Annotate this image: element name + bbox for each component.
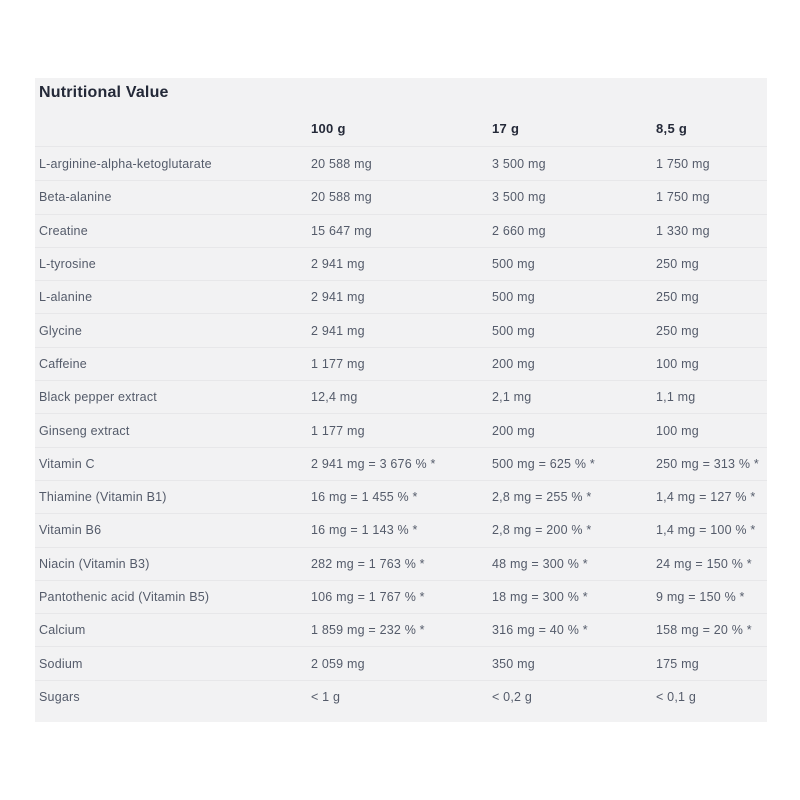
- value-17g: 500 mg: [492, 290, 535, 305]
- table-row: [35, 480, 767, 513]
- value-8-5g: 1,4 mg = 127 % *: [656, 490, 756, 505]
- value-8-5g: 1 330 mg: [656, 223, 710, 238]
- table-row: [35, 413, 767, 446]
- value-8-5g: 1 750 mg: [656, 156, 710, 171]
- table-row: [35, 580, 767, 613]
- nutrient-name: Sugars: [39, 689, 80, 704]
- value-8-5g: 24 mg = 150 % *: [656, 556, 752, 571]
- value-100g: 2 941 mg: [311, 257, 365, 272]
- value-17g: 350 mg: [492, 656, 535, 671]
- value-17g: < 0,2 g: [492, 689, 532, 704]
- column-header-8-5g: 8,5 g: [656, 120, 688, 136]
- value-8-5g: 100 mg: [656, 423, 699, 438]
- value-100g: < 1 g: [311, 689, 341, 704]
- value-8-5g: 9 mg = 150 % *: [656, 590, 745, 604]
- table-title: Nutritional Value: [39, 84, 169, 101]
- table-row: [35, 613, 767, 646]
- column-header-100g: 100 g: [311, 120, 346, 136]
- nutrient-name: Ginseng extract: [39, 423, 130, 438]
- nutrient-name: Thiamine (Vitamin B1): [39, 490, 167, 505]
- value-17g: 3 500 mg: [492, 190, 546, 205]
- nutrient-name: Calcium: [39, 623, 86, 638]
- nutrient-name: Creatine: [39, 223, 88, 238]
- nutrient-name: Black pepper extract: [39, 390, 157, 405]
- value-8-5g: 250 mg = 313 % *: [656, 456, 759, 471]
- value-17g: 500 mg: [492, 323, 535, 338]
- table-row: [35, 280, 767, 313]
- value-17g: 2 660 mg: [492, 223, 546, 238]
- value-17g: 2,8 mg = 255 % *: [492, 490, 592, 505]
- value-17g: 2,1 mg: [492, 390, 532, 405]
- nutrient-name: Niacin (Vitamin B3): [39, 556, 150, 571]
- value-100g: 15 647 mg: [311, 223, 372, 238]
- value-8-5g: 250 mg: [656, 290, 699, 305]
- value-8-5g: 1,4 mg = 100 % *: [656, 523, 756, 538]
- table-row: [35, 646, 767, 679]
- nutrition-table-card: [35, 78, 767, 722]
- table-row: [35, 347, 767, 380]
- value-17g: 200 mg: [492, 423, 535, 438]
- value-100g: 12,4 mg: [311, 390, 358, 405]
- value-17g: 18 mg = 300 % *: [492, 590, 588, 604]
- value-100g: 282 mg = 1 763 % *: [311, 556, 425, 571]
- table-row: [35, 180, 767, 213]
- column-header-17g: 17 g: [492, 120, 520, 136]
- table-row: [35, 380, 767, 413]
- nutrient-name: Glycine: [39, 323, 83, 338]
- value-8-5g: 1 750 mg: [656, 190, 710, 205]
- value-17g: 200 mg: [492, 356, 535, 371]
- nutrient-name: Pantothenic acid (Vitamin B5): [39, 590, 210, 604]
- value-8-5g: 175 mg: [656, 656, 699, 671]
- value-100g: 106 mg = 1 767 % *: [311, 590, 425, 604]
- table-row: [35, 547, 767, 580]
- value-100g: 2 059 mg: [311, 656, 365, 671]
- table-row: [35, 147, 767, 180]
- value-100g: 16 mg = 1 143 % *: [311, 523, 418, 538]
- value-100g: 16 mg = 1 455 % *: [311, 490, 418, 505]
- value-100g: 1 177 mg: [311, 423, 365, 438]
- table-row: [35, 214, 767, 247]
- value-17g: 2,8 mg = 200 % *: [492, 523, 592, 538]
- value-100g: 20 588 mg: [311, 156, 372, 171]
- table-header-row: [35, 102, 767, 147]
- value-17g: 500 mg = 625 % *: [492, 456, 595, 471]
- nutrient-name: Sodium: [39, 656, 83, 671]
- value-8-5g: 100 mg: [656, 356, 699, 371]
- nutrient-name: Vitamin B6: [39, 523, 102, 538]
- value-17g: 500 mg: [492, 257, 535, 272]
- nutrient-name: Beta-alanine: [39, 190, 112, 205]
- value-100g: 2 941 mg = 3 676 % *: [311, 456, 436, 471]
- value-8-5g: < 0,1 g: [656, 689, 696, 704]
- nutrient-name: L-alanine: [39, 290, 93, 305]
- nutrient-name: L-arginine-alpha-ketoglutarate: [39, 156, 212, 171]
- value-8-5g: 158 mg = 20 % *: [656, 623, 752, 638]
- table-row: [35, 513, 767, 546]
- value-100g: 20 588 mg: [311, 190, 372, 205]
- table-row: [35, 247, 767, 280]
- value-8-5g: 1,1 mg: [656, 390, 696, 405]
- value-17g: 316 mg = 40 % *: [492, 623, 588, 638]
- value-100g: 2 941 mg: [311, 323, 365, 338]
- table-row: [35, 680, 767, 713]
- nutrient-name: Caffeine: [39, 356, 87, 371]
- value-17g: 48 mg = 300 % *: [492, 556, 588, 571]
- table-body: [35, 147, 767, 713]
- table-row: [35, 313, 767, 346]
- value-8-5g: 250 mg: [656, 323, 699, 338]
- nutrient-name: Vitamin C: [39, 456, 95, 471]
- value-100g: 1 859 mg = 232 % *: [311, 623, 425, 638]
- value-100g: 1 177 mg: [311, 356, 365, 371]
- table-row: [35, 447, 767, 480]
- value-100g: 2 941 mg: [311, 290, 365, 305]
- value-17g: 3 500 mg: [492, 156, 546, 171]
- nutrient-name: L-tyrosine: [39, 257, 96, 272]
- value-8-5g: 250 mg: [656, 257, 699, 272]
